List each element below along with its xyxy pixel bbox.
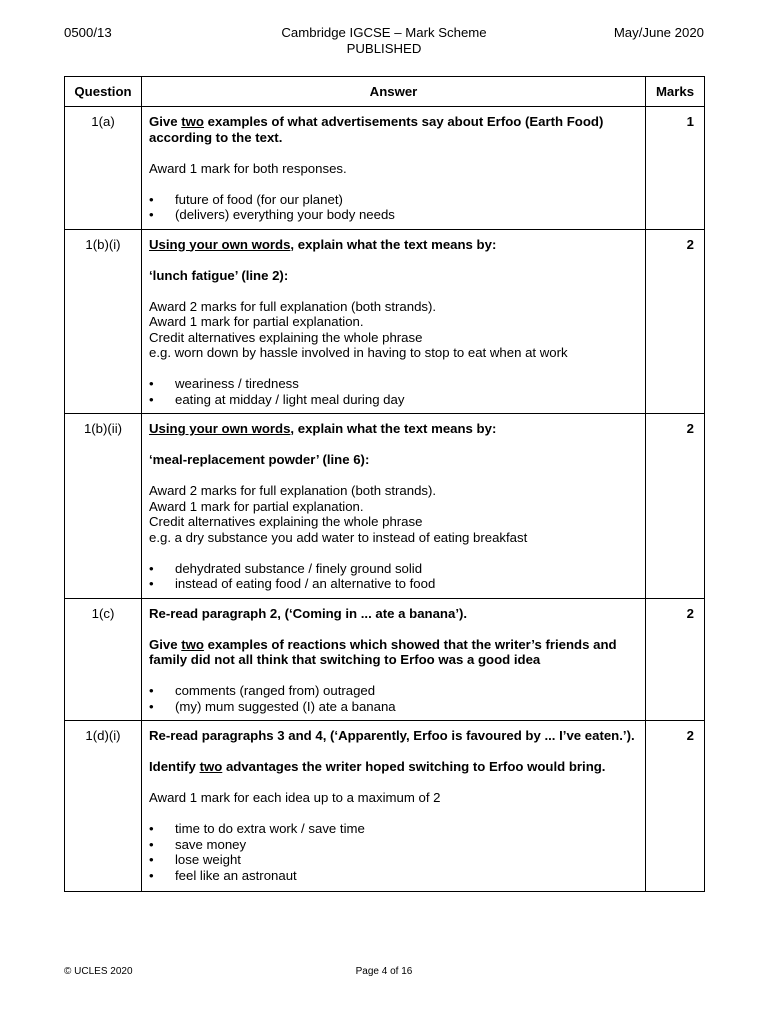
document-title-block — [64, 25, 704, 57]
document-status: PUBLISHED — [346, 41, 422, 56]
table-header-row — [65, 77, 705, 107]
marking-guidance: Award 1 mark for each idea up to a maximum of 2 — [149, 790, 441, 805]
marking-guidance: Award 2 marks for full explanation (both strands). — [149, 298, 437, 314]
page-number: Page 4 of 16 — [355, 966, 413, 977]
column-header-marks: Marks — [646, 77, 705, 107]
marking-guidance: Credit alternatives explaining the whole phrase — [149, 514, 423, 529]
answer-list — [149, 376, 639, 407]
marks-value: 1 — [646, 107, 705, 230]
question-prompt: Using your own words, explain what the text means by: — [149, 421, 497, 436]
question-number: 1(b)(i) — [65, 229, 142, 414]
answer-cell — [142, 721, 646, 892]
column-header-question: Question — [65, 77, 142, 107]
marking-guidance: Award 1 mark for partial explanation. — [149, 498, 364, 514]
list-item: • time to do extra work / save time — [149, 821, 639, 837]
question-number: 1(c) — [65, 598, 142, 721]
list-item: • lose weight — [149, 852, 639, 868]
question-subprompt: ‘meal-replacement powder’ (line 6): — [149, 452, 370, 467]
marking-guidance: Credit alternatives explaining the whole phrase — [149, 329, 423, 345]
answer-cell — [142, 598, 646, 721]
answer-list — [149, 683, 639, 714]
list-item: • dehydrated substance / finely ground solid — [149, 561, 639, 577]
question-number: 1(b)(ii) — [65, 414, 142, 599]
answer-cell — [142, 229, 646, 414]
answer-list — [149, 821, 639, 883]
list-item: • eating at midday / light meal during day — [149, 392, 639, 408]
reading-instruction: Re-read paragraphs 3 and 4, (‘Apparently, Erfoo is favoured by ... I’ve eaten.’). — [149, 728, 635, 743]
table-row — [65, 107, 705, 230]
question-prompt: Give two examples of what advertisements say about Erfoo (Earth Food) according to the text. — [149, 114, 604, 145]
marking-guidance: Award 1 mark for partial explanation. — [149, 314, 364, 329]
list-item: • save money — [149, 837, 639, 853]
table-row — [65, 598, 705, 721]
list-item: • comments (ranged from) outraged — [149, 683, 639, 699]
list-item: • (delivers) everything your body needs — [149, 207, 639, 223]
question-prompt: Identify two advantages the writer hoped switching to Erfoo would bring. — [149, 759, 606, 774]
question-number: 1(a) — [65, 107, 142, 230]
exam-session: May/June 2020 — [613, 25, 704, 40]
question-prompt: Give two examples of reactions which showed that the writer’s friends and family did not all think that switching to Erfoo was a good idea — [149, 636, 617, 667]
mark-scheme-table — [64, 76, 705, 892]
table-row — [65, 229, 705, 414]
marks-value: 2 — [646, 229, 705, 414]
table-row — [65, 721, 705, 892]
marking-guidance: e.g. worn down by hassle involved in having to stop to eat when at work — [149, 345, 568, 360]
question-number: 1(d)(i) — [65, 721, 142, 892]
marking-guidance: Award 2 marks for full explanation (both strands). — [149, 483, 437, 498]
reading-instruction: Re-read paragraph 2, (‘Coming in ... ate a banana’). — [149, 605, 468, 621]
column-header-answer: Answer — [142, 77, 646, 107]
list-item: • feel like an astronaut — [149, 868, 639, 884]
document-title: Cambridge IGCSE – Mark Scheme — [281, 25, 487, 40]
answer-list — [149, 192, 639, 223]
marking-guidance: e.g. a dry substance you add water to instead of eating breakfast — [149, 529, 528, 545]
marks-value: 2 — [646, 414, 705, 599]
syllabus-code: 0500/13 — [64, 25, 112, 40]
copyright: © UCLES 2020 — [64, 966, 133, 977]
question-prompt: Using your own words, explain what the text means by: — [149, 236, 497, 252]
marks-value: 2 — [646, 598, 705, 721]
page-header — [64, 25, 704, 59]
table-row — [65, 414, 705, 599]
list-item: • instead of eating food / an alternative to food — [149, 576, 639, 592]
list-item: • future of food (for our planet) — [149, 192, 639, 208]
marking-guidance: Award 1 mark for both responses. — [149, 160, 347, 176]
answer-cell — [142, 107, 646, 230]
answer-cell — [142, 414, 646, 599]
answer-list — [149, 561, 639, 592]
list-item: • (my) mum suggested (I) ate a banana — [149, 699, 639, 715]
list-item: • weariness / tiredness — [149, 376, 639, 392]
question-subprompt: ‘lunch fatigue’ (line 2): — [149, 267, 289, 283]
marks-value: 2 — [646, 721, 705, 892]
